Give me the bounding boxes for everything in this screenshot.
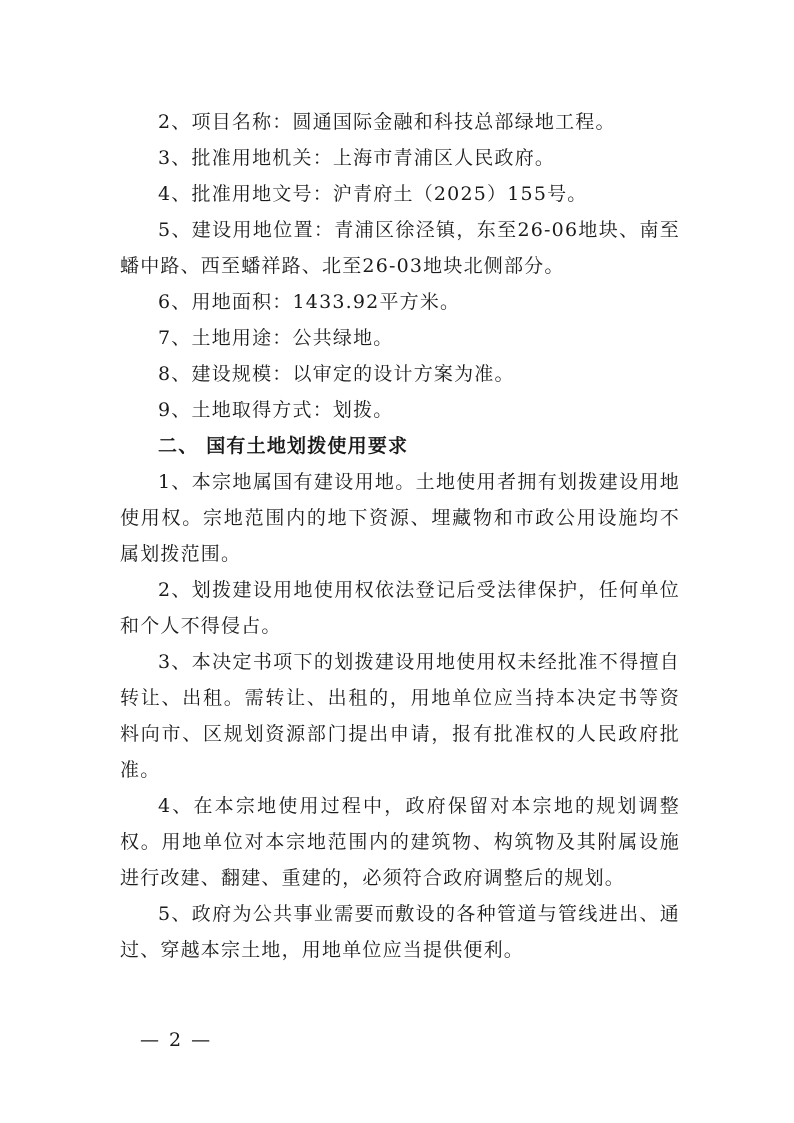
- item-acquisition-method: 9、土地取得方式：划拨。: [158, 399, 394, 421]
- requirement-5: 5、政府为公共事业需要而敷设的各种管道与管线进出、通过、穿越本宗土地，用地单位应当提供便利。: [120, 903, 680, 961]
- item-approval-authority: 3、批准用地机关：上海市青浦区人民政府。: [158, 147, 556, 169]
- item-land-use: 7、土地用途：公共绿地。: [158, 327, 394, 349]
- requirement-2: 2、划拨建设用地使用权依法登记后受法律保护，任何单位和个人不得侵占。: [120, 579, 680, 637]
- item-land-area: 6、用地面积：1433.92平方米。: [158, 291, 461, 313]
- page-number: — 2 —: [140, 1029, 213, 1051]
- section-heading-allocation-requirements: 二、 国有土地划拨使用要求: [158, 435, 409, 457]
- item-construction-scale: 8、建设规模：以审定的设计方案为准。: [158, 363, 515, 385]
- document-body: [120, 104, 680, 968]
- requirement-3: 3、本决定书项下的划拨建设用地使用权未经批准不得擅自转让、出租。需转让、出租的，用地单位应当持本决定书等资料向市、区规划资源部门提出申请，报有批准权的人民政府批准。: [120, 651, 680, 781]
- item-project-name: 2、项目名称：圆通国际金融和科技总部绿地工程。: [158, 111, 616, 133]
- requirement-4: 4、在本宗地使用过程中，政府保留对本宗地的规划调整权。用地单位对本宗地范围内的建筑物、构筑物及其附属设施进行改建、翻建、重建的，必须符合政府调整后的规划。: [120, 795, 680, 889]
- requirement-1: 1、本宗地属国有建设用地。土地使用者拥有划拨建设用地使用权。宗地范围内的地下资源、埋藏物和市政公用设施均不属划拨范围。: [120, 471, 680, 565]
- item-approval-document-number: 4、批准用地文号：沪青府土（2025）155号。: [158, 183, 588, 205]
- item-land-location: 5、建设用地位置：青浦区徐泾镇，东至26-06地块、南至蟠中路、西至蟠祥路、北至26-03地块北侧部分。: [120, 219, 680, 277]
